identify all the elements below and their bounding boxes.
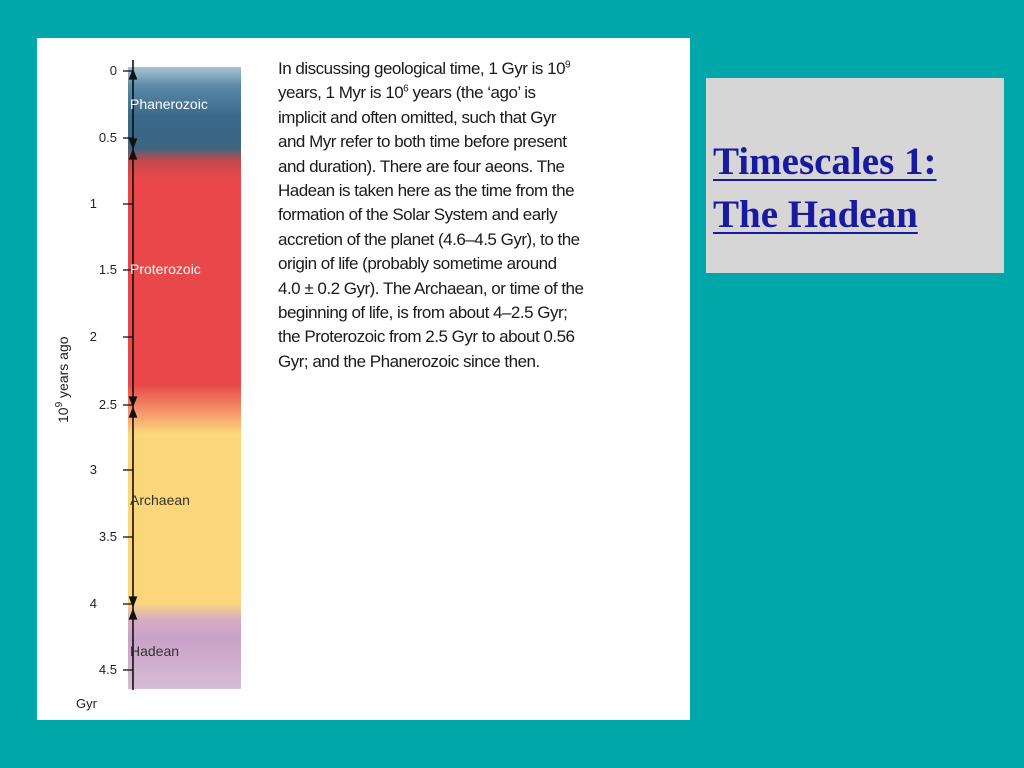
tick-label: 3.5	[98, 529, 117, 544]
axis-unit-label: Gyr	[76, 696, 97, 711]
axis-title-exponent: 9	[54, 401, 65, 408]
axis-title-base: 10	[55, 407, 71, 423]
description-text: In discussing geological time, 1 Gyr is 10	[278, 59, 566, 78]
description-line: formation of the Solar System and early	[278, 205, 558, 225]
description-line	[278, 57, 688, 81]
axis-ticks	[90, 63, 133, 677]
tick-label: 0	[109, 63, 117, 78]
tick	[90, 196, 133, 211]
tick	[90, 329, 133, 344]
tick-label: 3	[89, 462, 97, 477]
description-line: origin of life (probably sometime around	[278, 254, 557, 274]
tick-label: 1	[89, 196, 97, 211]
tick-label: 2.5	[98, 397, 117, 412]
description-line: and Myr refer to both time before present	[278, 132, 567, 152]
tick	[99, 397, 133, 412]
figure-panel	[37, 38, 690, 720]
description-superscript: 9	[565, 59, 571, 71]
tick-label: 2	[89, 329, 97, 344]
axis-title-rest: years ago	[55, 336, 71, 402]
aeon-label-proterozoic: Proterozoic	[130, 261, 201, 277]
aeon-label-hadean: Hadean	[130, 643, 180, 659]
axis-title	[54, 336, 71, 423]
slide-title-line-1: Timescales 1:	[713, 140, 937, 183]
title-box	[706, 78, 1004, 273]
aeon-color-column	[128, 67, 241, 689]
description-paragraph	[278, 57, 688, 374]
tick-label: 4	[89, 596, 97, 611]
slide-title-line-2: The Hadean	[713, 193, 918, 236]
description-line	[278, 81, 688, 105]
aeon-label-phanerozoic: Phanerozoic	[130, 96, 208, 112]
description-line: and duration). There are four aeons. The	[278, 156, 565, 176]
description-text: years, 1 Myr is 10	[278, 83, 404, 103]
tick-label: 4.5	[98, 662, 117, 677]
tick	[99, 262, 133, 277]
aeon-label-archaean: Archaean	[130, 492, 190, 508]
tick-label: 0.5	[98, 130, 117, 145]
tick	[90, 596, 133, 611]
tick	[90, 462, 133, 477]
description-line: Gyr; and the Phanerozoic since then.	[278, 351, 540, 371]
description-line: accretion of the planet (4.6–4.5 Gyr), to the	[278, 229, 580, 249]
tick	[99, 529, 133, 544]
geologic-timescale-diagram	[37, 38, 277, 720]
slide-title	[713, 135, 937, 241]
tick	[99, 662, 133, 677]
description-line: Hadean is taken here as the time from the	[278, 181, 575, 201]
description-line: the Proterozoic from 2.5 Gyr to about 0.56	[278, 327, 575, 347]
tick	[99, 130, 133, 145]
description-text: years (the ‘ago’ is	[408, 83, 536, 103]
description-superscript: 6	[403, 83, 409, 95]
description-line: implicit and often omitted, such that Gyr	[278, 107, 557, 127]
description-line: 4.0 ± 0.2 Gyr). The Archaean, or time of the	[278, 278, 584, 298]
tick-label: 1.5	[98, 262, 117, 277]
description-line: beginning of life, is from about 4–2.5 Gyr;	[278, 303, 568, 323]
